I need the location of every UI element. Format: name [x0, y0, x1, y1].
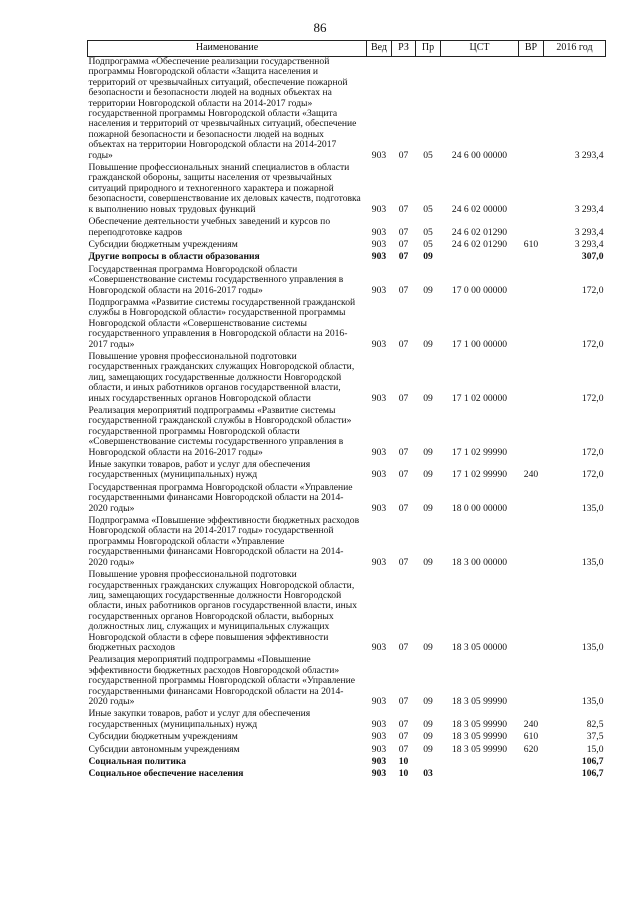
cell-name: Иные закупки товаров, работ и услуг для обеспечения государственных (муниципальных) нужд	[88, 459, 311, 481]
cell-amount: 172,0	[581, 284, 604, 296]
cell-amount: 37,5	[586, 731, 604, 743]
cell-pr: 03	[423, 768, 433, 780]
cell-rz: 10	[398, 756, 409, 767]
cell-name: Другие вопросы в области образования	[88, 251, 260, 263]
cell-cst: 24 6 02 01290	[451, 238, 508, 250]
cell-pr: 09	[423, 743, 433, 755]
cell-cst: 17 1 02 99990	[451, 446, 508, 458]
cell-rz: 07	[398, 226, 409, 238]
cell-amount: 82,5	[586, 718, 604, 730]
cell-name: Субсидии автономным учреждениям	[88, 743, 240, 755]
cell-rz: 07	[398, 502, 409, 514]
table-row	[88, 57, 606, 164]
cell-pr: 09	[423, 731, 433, 743]
header-name: Наименование	[88, 41, 367, 57]
cell-ved: 903	[371, 338, 387, 350]
cell-name: Подпрограмма «Повышение эффективности бюджетных расходов Новгородской области на 2014-2017 годы» государственной программы Новгородской области «Управление государственными финансами Новгородской области на 2014-2020 годы»	[88, 515, 360, 568]
cell-vr	[519, 406, 544, 460]
cell-pr: 09	[423, 695, 433, 707]
cell-cst: 18 0 00 00000	[451, 502, 508, 514]
cell-pr: 09	[423, 251, 433, 263]
cell-name: Иные закупки товаров, работ и услуг для обеспечения государственных (муниципальных) нужд	[88, 708, 311, 730]
table-row	[88, 265, 606, 298]
table-row	[88, 352, 606, 406]
cell-amount: 106,7	[581, 756, 604, 767]
cell-name: Государственная программа Новгородской области «Совершенствование системы государственного управления в Новгородской области на 2016-2017 годы»	[88, 263, 344, 296]
budget-table	[87, 40, 606, 782]
cell-pr: 09	[423, 392, 433, 404]
cell-name: Реализация мероприятий подпрограммы «Развитие системы государственной гражданской службы в Новгородской области» государственной программы Новгородской области «Совершенствование системы государственного управления в Новгородской области на 2016-2017 годы»	[88, 405, 352, 458]
cell-amount: 172,0	[581, 338, 604, 350]
cell-cst: 18 3 00 00000	[451, 556, 508, 568]
cell-vr	[519, 516, 544, 570]
table-row	[88, 570, 606, 655]
cell-name: Повышение уровня профессиональной подготовки государственных гражданских служащих Новгородской области, лиц, замещающих государственные должности Новгородской области, и иных работников органов государственной власти, иных государственных органов Новгородской области	[88, 350, 355, 404]
cell-name: Социальное обеспечение населения	[88, 768, 244, 780]
cell-ved: 903	[371, 251, 387, 263]
table-row	[88, 655, 606, 709]
cell-ved: 903	[371, 149, 387, 161]
cell-ved: 903	[371, 743, 387, 755]
cell-pr: 09	[423, 641, 433, 653]
cell-rz: 07	[398, 284, 409, 296]
cell-vr	[519, 483, 544, 516]
cell-pr: 05	[423, 238, 433, 250]
cell-ved: 903	[371, 731, 387, 743]
cell-amount: 135,0	[581, 695, 604, 707]
cell-cst: 18 3 05 99990	[451, 743, 508, 755]
cell-rz: 07	[398, 149, 409, 161]
cell-amount: 135,0	[581, 641, 604, 653]
cell-amount: 135,0	[581, 556, 604, 568]
cell-name: Субсидии бюджетным учреждениям	[88, 731, 238, 743]
cell-rz: 07	[398, 718, 409, 730]
cell-name: Социальная политика	[88, 756, 187, 767]
cell-name: Повышение профессиональных знаний специалистов в области гражданской обороны, защиты населения от чрезвычайных ситуаций природного и техногенного характера и пожарной безопасности, совершенствование их деловых качеств, подготовка к выполнению новых трудовых функций	[88, 162, 361, 215]
cell-cst: 24 6 02 01290	[451, 226, 508, 238]
cell-ved: 903	[371, 238, 387, 250]
cell-name: Обеспечение деятельности учебных заведений и курсов по переподготовке кадров	[88, 216, 331, 238]
cell-name: Государственная программа Новгородской области «Управление государственными финансами Новгородской области на 2014-2020 годы»	[88, 481, 353, 514]
cell-vr: 610	[523, 731, 539, 743]
cell-ved: 903	[371, 556, 387, 568]
cell-rz: 07	[398, 469, 409, 481]
cell-cst	[441, 252, 519, 264]
cell-vr	[519, 298, 544, 352]
cell-amount: 3 293,4	[574, 203, 604, 215]
cell-pr: 09	[423, 502, 433, 514]
cell-amount: 15,0	[586, 743, 604, 755]
cell-cst	[441, 769, 519, 781]
cell-ved: 903	[371, 768, 387, 780]
cell-name: Реализация мероприятий подпрограммы «Повышение эффективности бюджетных расходов Новгородской области» государственной программы Новгородской области «Управление государственными финансами Новгородской области на 2014-2020 годы»	[88, 654, 356, 707]
cell-pr: 09	[423, 718, 433, 730]
cell-vr	[519, 163, 544, 217]
cell-vr	[519, 352, 544, 406]
header-cst: ЦСТ	[441, 41, 519, 57]
cell-name: Повышение уровня профессиональной подготовки государственных гражданских служащих Новгородской области, лиц, замещающих государственные должности Новгородской области, иных работников органов государственной власти, иных государственных органов Новгородской области, выборных должностных лиц, служащих и муниципальных служащих Новгородской области в сфере повышения эффективности бюджетных расходов	[88, 569, 358, 653]
cell-cst: 17 1 02 00000	[451, 392, 508, 404]
cell-rz: 07	[398, 641, 409, 653]
cell-amount: 172,0	[581, 446, 604, 458]
table-row	[88, 732, 606, 744]
cell-vr: 240	[523, 718, 539, 730]
cell-vr	[519, 252, 544, 264]
cell-pr: 05	[423, 203, 433, 215]
table-row	[88, 252, 606, 264]
cell-amount: 3 293,4	[574, 238, 604, 250]
header-rz: РЗ	[392, 41, 416, 57]
header-pr: Пр	[416, 41, 441, 57]
cell-cst: 18 3 05 99990	[451, 731, 508, 743]
cell-rz: 07	[398, 238, 409, 250]
cell-vr	[519, 265, 544, 298]
cell-name: Субсидии бюджетным учреждениям	[88, 238, 238, 250]
cell-amount: 3 293,4	[574, 226, 604, 238]
cell-ved: 903	[371, 446, 387, 458]
cell-vr	[519, 570, 544, 655]
cell-cst: 24 6 00 00000	[451, 149, 508, 161]
cell-cst: 18 3 05 00000	[451, 641, 508, 653]
cell-ved: 903	[371, 284, 387, 296]
cell-name: Подпрограмма «Обеспечение реализации государственной программы Новгородской области «Защита населения и территорий от чрезвычайных ситуаций, обеспечение пожарной безопасности и безопасности людей на водных объектах на территории Новгородской области на 2014-2017 годы» государственной программы Новгородской области «Защита населения и территорий от чрезвычайных ситуаций, обеспечение пожарной безопасности и безопасности людей на водных объектах на территории Новгородской области на 2014-2017 годы»	[88, 56, 357, 161]
cell-pr: 05	[423, 226, 433, 238]
cell-ved: 903	[371, 226, 387, 238]
cell-vr	[519, 57, 544, 164]
cell-pr: 09	[423, 284, 433, 296]
cell-rz: 07	[398, 743, 409, 755]
cell-pr: 09	[423, 469, 433, 481]
cell-amount: 3 293,4	[574, 149, 604, 161]
cell-pr: 09	[423, 446, 433, 458]
cell-ved: 903	[371, 502, 387, 514]
cell-vr	[519, 769, 544, 781]
cell-rz: 07	[398, 695, 409, 707]
cell-amount: 172,0	[581, 392, 604, 404]
table-header	[88, 41, 606, 57]
cell-pr: 09	[423, 338, 433, 350]
table-row	[88, 298, 606, 352]
cell-pr: 09	[423, 556, 433, 568]
cell-amount: 106,7	[581, 768, 604, 780]
cell-vr	[519, 757, 544, 769]
cell-ved: 903	[371, 695, 387, 707]
cell-ved: 903	[371, 718, 387, 730]
table-row	[88, 460, 606, 483]
cell-cst: 18 3 05 99990	[451, 718, 508, 730]
table-row	[88, 483, 606, 516]
cell-rz: 07	[398, 338, 409, 350]
cell-amount: 172,0	[581, 469, 604, 481]
page-number: 86	[313, 20, 327, 35]
cell-cst: 24 6 02 00000	[451, 203, 508, 215]
cell-rz: 07	[398, 731, 409, 743]
cell-ved: 903	[371, 203, 387, 215]
header-year: 2016 год	[544, 41, 606, 57]
cell-cst: 17 0 00 00000	[451, 284, 508, 296]
cell-rz: 07	[398, 556, 409, 568]
cell-amount: 307,0	[581, 251, 604, 263]
cell-ved: 903	[371, 392, 387, 404]
cell-cst: 18 3 05 99990	[451, 695, 508, 707]
cell-cst	[441, 757, 519, 769]
cell-vr: 610	[523, 238, 539, 250]
header-ved: Вед	[367, 41, 392, 57]
cell-cst: 17 1 02 99990	[451, 469, 508, 481]
cell-vr: 240	[523, 469, 539, 481]
cell-rz: 07	[398, 446, 409, 458]
table-body	[88, 57, 606, 782]
table-row	[88, 163, 606, 217]
cell-rz: 07	[398, 251, 409, 263]
cell-ved: 903	[371, 756, 387, 767]
table-row	[88, 516, 606, 570]
cell-pr: 05	[423, 149, 433, 161]
table-row	[88, 709, 606, 732]
cell-vr	[519, 217, 544, 240]
cell-vr: 620	[523, 743, 539, 755]
cell-cst: 17 1 00 00000	[451, 338, 508, 350]
cell-ved: 903	[371, 469, 387, 481]
cell-amount: 135,0	[581, 502, 604, 514]
cell-vr	[519, 655, 544, 709]
cell-ved: 903	[371, 641, 387, 653]
cell-rz: 07	[398, 392, 409, 404]
table-row	[88, 217, 606, 240]
header-vr: ВР	[519, 41, 544, 57]
table-row	[88, 769, 606, 781]
table-row	[88, 406, 606, 460]
cell-name: Подпрограмма «Развитие системы государственной гражданской службы в Новгородской области» государственной программы Новгородской области «Совершенствование системы государственного управления в Новгородской области на 2016-2017 годы»	[88, 296, 356, 350]
cell-rz: 10	[398, 768, 409, 780]
cell-rz: 07	[398, 203, 409, 215]
